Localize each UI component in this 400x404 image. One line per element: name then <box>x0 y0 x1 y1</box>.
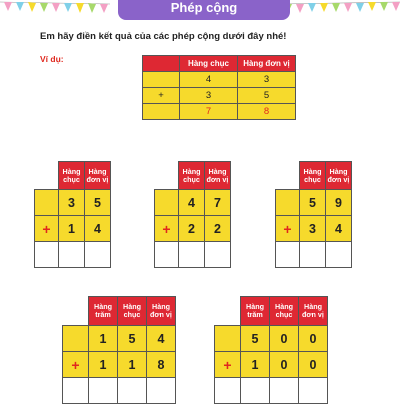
answer-input[interactable] <box>58 241 85 268</box>
example-units: 3 <box>238 72 296 88</box>
header-tens: Hàng chục <box>178 161 205 190</box>
digit-cell: 5 <box>117 325 147 352</box>
grid-corner <box>62 296 89 326</box>
digit-cell: 4 <box>146 325 176 352</box>
example-sign: + <box>143 88 180 104</box>
header-units: Hàng đơn vị <box>204 161 231 190</box>
grid-corner <box>275 161 300 190</box>
grid-corner <box>154 161 179 190</box>
digit-cell: 4 <box>84 215 111 242</box>
answer-input[interactable] <box>178 241 205 268</box>
example-sign <box>143 72 180 88</box>
grid-corner <box>34 161 59 190</box>
answer-sign-cell <box>154 241 179 268</box>
digit-cell: 5 <box>240 325 270 352</box>
header-units: Hàng đơn vị <box>298 296 328 326</box>
example-header-row <box>143 56 296 72</box>
digit-cell: 0 <box>298 351 328 378</box>
digit-cell: 0 <box>269 351 299 378</box>
digit-cell: 1 <box>58 215 85 242</box>
example-result-row <box>143 104 296 120</box>
digit-cell: 9 <box>325 189 352 216</box>
digit-cell: 3 <box>58 189 85 216</box>
exercise-grid-2 <box>154 161 230 267</box>
digit-cell: 5 <box>84 189 111 216</box>
digit-cell: 1 <box>240 351 270 378</box>
header-tens: Hàng chục <box>117 296 147 326</box>
example-row <box>143 72 296 88</box>
header-hundreds: Hàng trăm <box>240 296 270 326</box>
header-units: Hàng đơn vị <box>84 161 111 190</box>
answer-input[interactable] <box>299 241 326 268</box>
answer-sign-cell <box>34 241 59 268</box>
exercise-grid-3 <box>275 161 351 267</box>
example-result-units: 8 <box>238 104 296 120</box>
digit-cell: 4 <box>178 189 205 216</box>
sign-cell-empty <box>214 325 241 352</box>
answer-input[interactable] <box>325 241 352 268</box>
plus-sign: + <box>275 215 300 242</box>
example-units: 5 <box>238 88 296 104</box>
example-result-tens: 7 <box>180 104 238 120</box>
header-units: Hàng đơn vị <box>146 296 176 326</box>
example-tens: 3 <box>180 88 238 104</box>
example-header-tens: Hàng chục <box>180 56 238 72</box>
digit-cell: 2 <box>178 215 205 242</box>
header-tens: Hàng chục <box>58 161 85 190</box>
example-header-empty <box>143 56 180 72</box>
digit-cell: 1 <box>117 351 147 378</box>
exercise-grid-1 <box>34 161 110 267</box>
exercise-grid-4 <box>62 296 175 403</box>
digit-cell: 1 <box>88 351 118 378</box>
header-hundreds: Hàng trăm <box>88 296 118 326</box>
sign-cell-empty <box>275 189 300 216</box>
digit-cell: 0 <box>269 325 299 352</box>
sign-cell-empty <box>62 325 89 352</box>
instruction-text: Em hãy điền kết quả của các phép cộng dưới đây nhé! <box>40 31 287 42</box>
page-title: Phép cộng <box>170 0 238 15</box>
exercise-grid-5 <box>214 296 327 403</box>
header-units: Hàng đơn vị <box>325 161 352 190</box>
plus-sign: + <box>62 351 89 378</box>
example-header-units: Hàng đơn vị <box>238 56 296 72</box>
example-label: Ví dụ: <box>40 54 64 64</box>
digit-cell: 2 <box>204 215 231 242</box>
header-tens: Hàng chục <box>269 296 299 326</box>
sign-cell-empty <box>34 189 59 216</box>
example-tens: 4 <box>180 72 238 88</box>
digit-cell: 0 <box>298 325 328 352</box>
digit-cell: 7 <box>204 189 231 216</box>
digit-cell: 3 <box>299 215 326 242</box>
example-table <box>142 55 296 120</box>
bunting-decoration-right <box>280 0 400 22</box>
bunting-decoration-left <box>0 0 110 22</box>
grid-corner <box>214 296 241 326</box>
answer-input[interactable] <box>84 241 111 268</box>
answer-input[interactable] <box>204 241 231 268</box>
example-sign <box>143 104 180 120</box>
plus-sign: + <box>214 351 241 378</box>
answer-sign-cell <box>275 241 300 268</box>
digit-cell: 4 <box>325 215 352 242</box>
digit-cell: 8 <box>146 351 176 378</box>
plus-sign: + <box>34 215 59 242</box>
header-tens: Hàng chục <box>299 161 326 190</box>
plus-sign: + <box>154 215 179 242</box>
example-row <box>143 88 296 104</box>
sign-cell-empty <box>154 189 179 216</box>
digit-cell: 1 <box>88 325 118 352</box>
digit-cell: 5 <box>299 189 326 216</box>
page-title-banner <box>118 0 290 20</box>
